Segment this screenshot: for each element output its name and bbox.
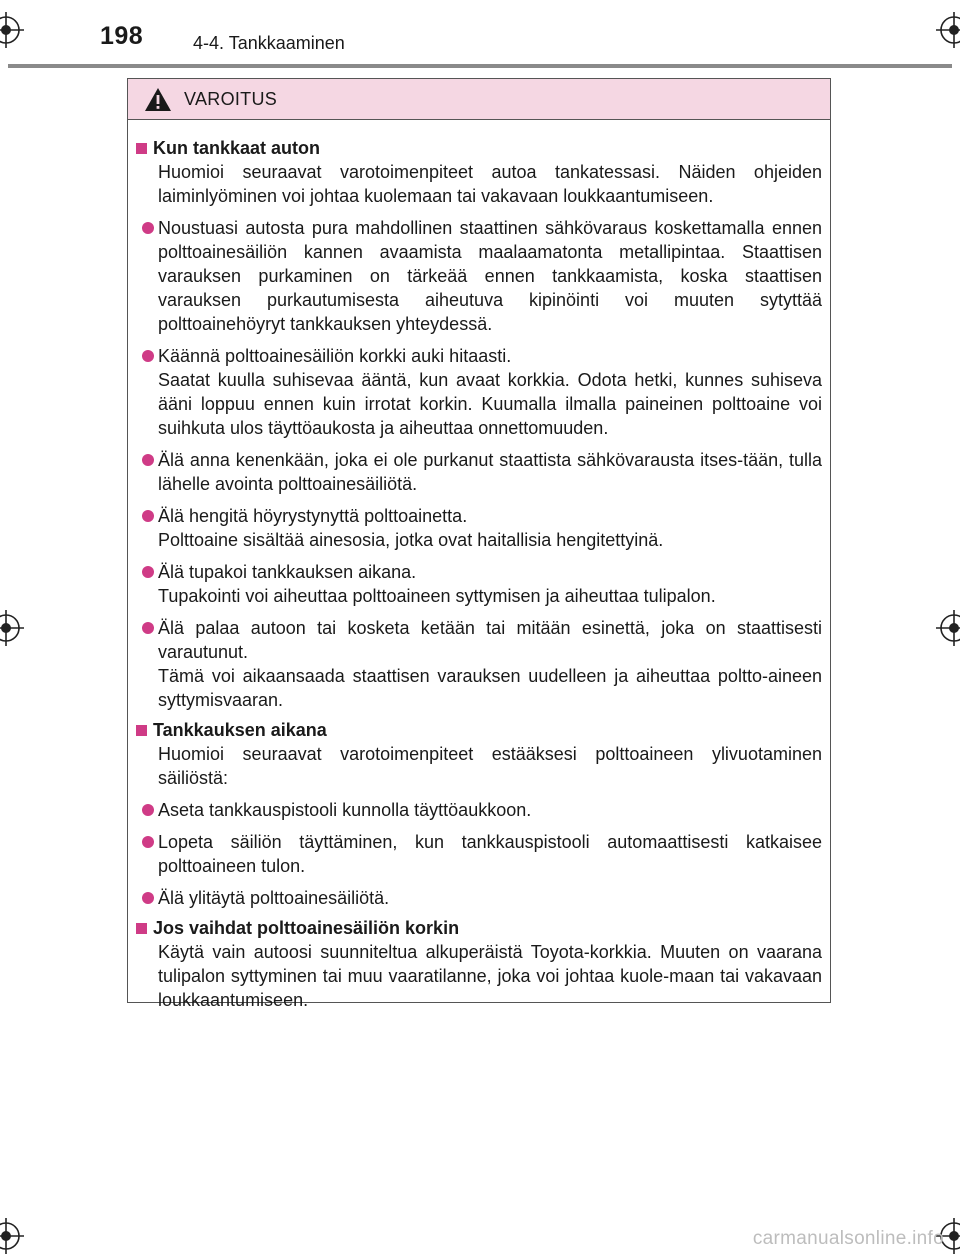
round-bullet-icon (142, 454, 154, 466)
warning-content (128, 120, 830, 1012)
round-bullet-icon (142, 804, 154, 816)
warning-header (128, 79, 830, 120)
list-item: Älä ylitäytä polttoainesäiliötä. (142, 886, 822, 910)
list-item: Aseta tankkauspistooli kunnolla täyttöaukkoon. (142, 798, 822, 822)
square-bullet-icon (136, 923, 147, 934)
list-item: Lopeta säiliön täyttäminen, kun tankkauspistooli automaattisesti katkaisee polttoaineen tulon. (142, 830, 822, 878)
section-intro: Huomioi seuraavat varotoimenpiteet autoa tankatessasi. Näiden ohjeiden laiminlyöminen voi johtaa kuolemaan tai vakavaan loukkaantumiseen. (158, 162, 822, 206)
section-heading: Jos vaihdat polttoainesäiliön korkin (136, 916, 822, 940)
registration-mark-icon (0, 12, 24, 48)
warning-box (127, 78, 831, 1010)
round-bullet-icon (142, 566, 154, 578)
round-bullet-icon (142, 836, 154, 848)
section-heading: Tankkauksen aikana (136, 718, 822, 742)
list-item: Älä tupakoi tankkauksen aikana. Tupakointi voi aiheuttaa polttoaineen syttymisen ja aiheuttaa tulipalon. (142, 560, 822, 608)
registration-mark-icon (936, 12, 960, 48)
warning-triangle-icon (144, 87, 172, 112)
registration-mark-icon (936, 610, 960, 646)
round-bullet-icon (142, 892, 154, 904)
warning-title: VAROITUS (184, 88, 278, 109)
header-divider (8, 64, 952, 68)
round-bullet-icon (142, 222, 154, 234)
square-bullet-icon (136, 725, 147, 736)
round-bullet-icon (142, 622, 154, 634)
section-title: 4-4. Tankkaaminen (193, 33, 345, 53)
list-item: Älä palaa autoon tai kosketa ketään tai mitään esinettä, joka on staattisesti varautunut. Tämä voi aikaansaada staattisen varauksen uudelleen ja aiheuttaa poltto-aineen syttymisvaaran. (142, 616, 822, 712)
list-item: Noustuasi autosta pura mahdollinen staattinen sähkövaraus koskettamalla ennen polttoainesäiliön kannen avaamista maalaamatonta metallipintaa. Staattisen varauksen purkaminen on tärkeää ennen tankkaamista, koska staattisen varauksen purkautumisesta aiheutuva kipinöinti voi muuten sytyttää polttoainehöyryt tankkauksen yhteydessä. (142, 216, 822, 336)
list-item: Älä anna kenenkään, joka ei ole purkanut staattista sähkövarausta itses-tään, tulla lähelle avointa polttoainesäiliötä. (142, 448, 822, 496)
section-intro: Huomioi seuraavat varotoimenpiteet estääksesi polttoaineen ylivuotaminen säiliöstä: (158, 744, 822, 788)
round-bullet-icon (142, 510, 154, 522)
square-bullet-icon (136, 143, 147, 154)
page-number: 198 (100, 22, 144, 50)
section-heading: Kun tankkaat auton (136, 136, 822, 160)
registration-mark-icon (0, 1218, 24, 1254)
list-item: Käännä polttoainesäiliön korkki auki hitaasti. Saatat kuulla suhisevaa ääntä, kun avaat korkkia. Odota hetki, kunnes suhiseva ääni loppuu ennen kuin irrotat korkin. Kuumalla ilmalla paineinen polttoaine voi suihkuta ulos täyttöaukosta ja aiheuttaa onnettomuuden. (142, 344, 822, 440)
watermark: carmanualsonline.info (752, 1228, 944, 1249)
registration-mark-icon (0, 610, 24, 646)
section-intro: Käytä vain autoosi suunniteltua alkuperäistä Toyota-korkkia. Muuten on vaarana tulipalon syttyminen tai muu vaaratilanne, joka voi johtaa kuole-maan tai vakavaan loukkaantumiseen. (158, 942, 822, 1010)
list-item: Älä hengitä höyrystynyttä polttoainetta. Polttoaine sisältää ainesosia, jotka ovat haitallisia hengitettyinä. (142, 504, 822, 552)
round-bullet-icon (142, 350, 154, 362)
